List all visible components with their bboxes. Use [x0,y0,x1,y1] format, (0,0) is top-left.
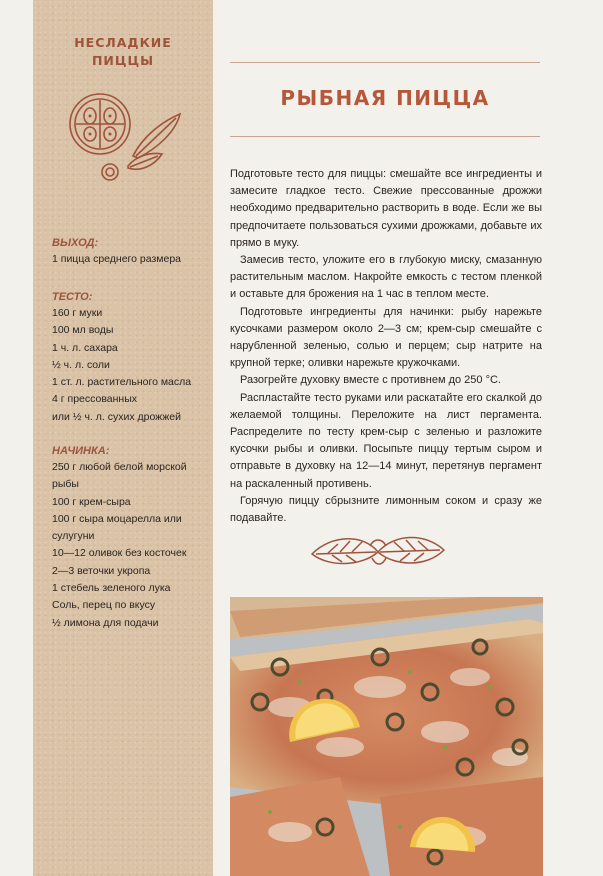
category-line-2: ПИЦЦЫ [91,53,155,68]
filling-item: ½ лимона для подачи [52,616,159,629]
filling-item: 1 стебель зеленого лука [52,582,171,595]
filling-item: 250 г любой белой морской [52,461,187,473]
dough-item: 160 г муки [52,307,103,319]
page-title: РЫБНАЯ ПИЦЦА [280,86,490,110]
dough-item: 4 г прессованных [52,393,138,406]
sidebar [33,0,213,876]
instruction-paragraph: Распластайте тесто руками или раскатайте его скалкой до желаемой толщины. Переложите на лист пергамента. Распределите по тесту крем-сыр с зеленью и разложите кусочки рыбы и оливки. Посыпьте пиццу тертым сыром и отправьте в духовку на 12—14 минут, перетянув пергамент на раскаленный противень. [230,391,542,490]
dough-item: 100 мл воды [52,324,114,337]
instruction-paragraph: Разогрейте духовку вместе с противнем до 250 °С. [240,374,501,387]
dough-item: или ½ ч. л. сухих дрожжей [52,410,181,423]
instruction-paragraph: Подготовьте ингредиенты для начинки: рыбу нарежьте кусочками размером около 2—3 см; крем-сыр смешайте с нарубленной зеленью, солью и перцем; сыр натрите на крупной терке; оливки нарежьте кружочками. [230,305,542,370]
title-divider [230,136,540,137]
filling-item: 10—12 оливок без косточек [52,547,187,560]
filling-label: НАЧИНКА: [52,445,110,457]
filling-block [52,444,210,632]
instruction-paragraph: Замесив тесто, уложите его в глубокую миску, смазанную растительным маслом. Накройте емкость с тестом пленкой и оставьте для брожения на 1 час в теплом месте. [230,254,542,301]
fish-pizza-photo [230,597,543,876]
category-title [33,34,213,70]
filling-item: сулугуни [52,530,95,543]
yield-block [52,236,210,268]
instruction-paragraph: Подготовьте тесто для пиццы: смешайте все ингредиенты и замесите гладкое тесто. Свежие прессованные дрожжи необходимо предварительно растворить в воде. Если же вы предпочитаете пользоваться сухими дрожжами, добавьте их прямо в муку. [230,168,542,249]
instruction-paragraph: Горячую пиццу сбрызните лимонным соком и сразу же подавайте. [230,494,542,525]
dough-label: ТЕСТО: [52,291,93,303]
recipe-instructions [230,166,542,527]
filling-item: рыбы [52,478,79,491]
dough-block [52,290,210,426]
dough-item: 1 ч. л. сахара [52,341,118,354]
filling-item: 100 г сыра моцарелла или [52,512,182,525]
basil-leaf-ornament-icon [308,528,448,574]
yield-label: ВЫХОД: [52,237,99,249]
top-divider [230,62,540,63]
filling-item: 100 г крем-сыра [52,495,131,508]
filling-item: 2—3 веточки укропа [52,564,151,577]
dough-item: ½ ч. л. соли [52,358,110,371]
dough-item: 1 ст. л. растительного масла [52,376,192,389]
filling-item: Соль, перец по вкусу [52,599,156,612]
yield-value: 1 пицца среднего размера [52,253,182,265]
tomato-basil-illustration-icon [58,86,188,191]
category-line-1: НЕСЛАДКИЕ [74,35,172,50]
